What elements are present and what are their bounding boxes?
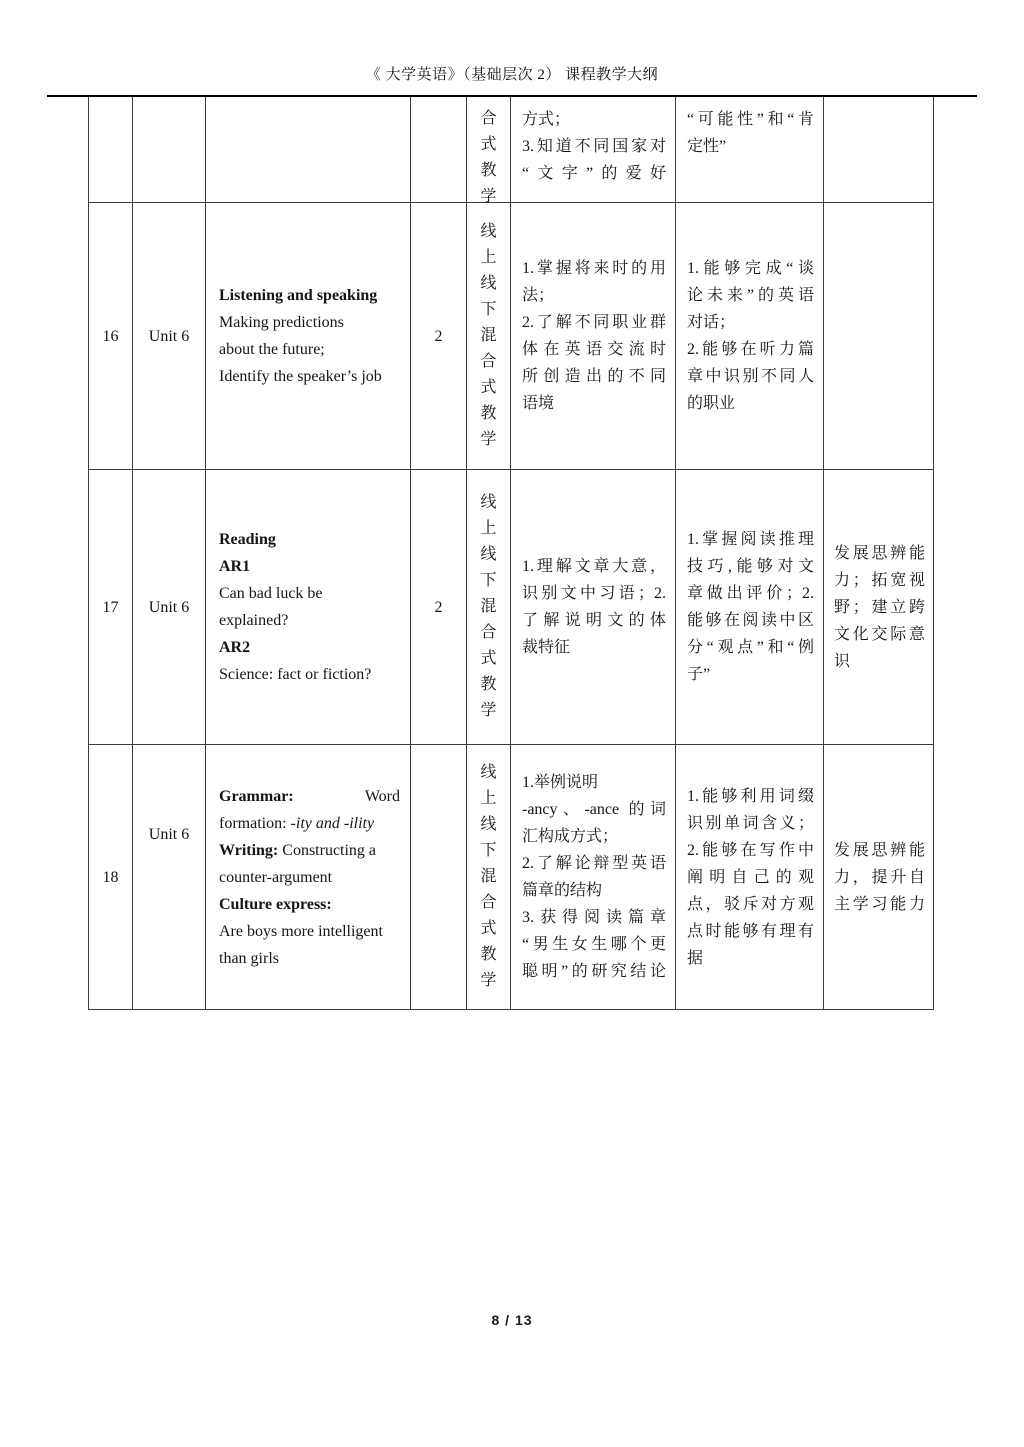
- vertical-char: 线: [480, 275, 497, 292]
- text-line: [219, 945, 400, 972]
- text-line: [219, 783, 400, 810]
- text-line: -ancy、-ance 的词: [522, 801, 666, 818]
- text-segment: Making predictions: [219, 314, 344, 331]
- text-segment: Reading: [219, 531, 276, 548]
- text-line: [219, 526, 400, 553]
- teaching-mode-cell: [467, 203, 511, 469]
- unit-cell: Unit 6: [133, 745, 206, 1009]
- text-segment: Science: fact or fiction?: [219, 666, 372, 683]
- text-line: 主学习能力: [834, 895, 925, 913]
- text-line: “男生女生哪个更: [522, 936, 666, 953]
- text-line: “可能性”和“肯: [687, 111, 814, 128]
- text-line: [219, 661, 400, 688]
- text-line: 2.能够在写作中: [687, 841, 814, 859]
- vertical-char: 合: [480, 894, 497, 911]
- text-line: [219, 607, 400, 634]
- vertical-char: 线: [480, 816, 497, 833]
- text-line: [219, 309, 400, 336]
- text-line: 识别单词含义；: [687, 814, 814, 832]
- vertical-char: 教: [480, 405, 497, 422]
- vertical-char: 混: [480, 868, 497, 885]
- text-line: [219, 553, 400, 580]
- requirements-cell: [511, 203, 676, 469]
- text-line: 体在英语交流时: [522, 341, 666, 358]
- table-row: [89, 203, 934, 470]
- text-line: 技巧,能够对文: [687, 558, 814, 575]
- content-cell: [206, 470, 411, 744]
- vertical-char: 上: [480, 520, 497, 537]
- text-line: 力，提升自: [834, 868, 925, 886]
- vertical-char: 混: [480, 327, 497, 344]
- text-line: 汇构成方式；: [522, 828, 619, 845]
- text-segment: explained?: [219, 612, 289, 629]
- text-line: 了解说明文的体: [522, 612, 666, 629]
- text-line: 据: [687, 949, 704, 967]
- unit-cell: [133, 97, 206, 202]
- text-line: 篇章的结构: [522, 882, 603, 899]
- ability-cell: [676, 470, 824, 744]
- vertical-char: 学: [480, 431, 497, 448]
- hours-cell: [411, 97, 467, 202]
- row-num-cell: 16: [89, 203, 133, 469]
- vertical-char: 教: [480, 162, 497, 179]
- text-segment: Can bad luck be: [219, 585, 323, 602]
- quality-cell: [824, 470, 934, 744]
- vertical-char: 线: [480, 764, 497, 781]
- unit-cell: Unit 6: [133, 470, 206, 744]
- vertical-char: 线: [480, 546, 497, 563]
- text-segment: Culture express:: [219, 895, 332, 913]
- text-line: 的职业: [687, 395, 736, 412]
- content-cell: [206, 203, 411, 469]
- text-line: 对话；: [687, 314, 736, 331]
- text-segment: Identify the speaker’s job: [219, 368, 382, 385]
- vertical-char: 混: [480, 598, 497, 615]
- text-line: 文化交际意: [834, 625, 925, 643]
- text-line: 法；: [522, 287, 555, 304]
- text-segment: formation:: [219, 814, 291, 832]
- text-line: 分“观点”和“例: [687, 639, 814, 656]
- text-line: [219, 864, 400, 891]
- vertical-char: 合: [480, 624, 497, 641]
- quality-cell: [824, 203, 934, 469]
- text-line: 3.知道不同国家对: [522, 138, 666, 155]
- text-segment: than girls: [219, 949, 279, 967]
- text-line: 子”: [687, 666, 711, 683]
- requirements-cell: [511, 97, 676, 202]
- vertical-char: 合: [480, 353, 497, 370]
- vertical-char: 线: [480, 494, 497, 511]
- text-line: 力；拓宽视: [834, 571, 925, 589]
- text-line: 裁特征: [522, 639, 571, 656]
- text-line: 1.理解文章大意，: [522, 558, 666, 575]
- vertical-char: 上: [480, 249, 497, 266]
- vertical-char: 教: [480, 676, 497, 693]
- text-segment: about the future;: [219, 341, 325, 358]
- vertical-char: 线: [480, 223, 497, 240]
- syllabus-table: [88, 97, 934, 1010]
- text-line: 发展思辨能: [834, 841, 925, 859]
- text-line: 1.能够利用词缀: [687, 787, 814, 805]
- text-line: 2.了解不同职业群: [522, 314, 666, 331]
- text-segment: counter-argument: [219, 868, 333, 886]
- text-line: 所创造出的不同: [522, 368, 666, 385]
- requirements-cell: [511, 470, 676, 744]
- text-segment: Word: [364, 787, 400, 805]
- vertical-char: 上: [480, 790, 497, 807]
- text-segment: AR1: [219, 558, 251, 575]
- text-line: 聪明”的研究结论: [522, 963, 666, 980]
- text-line: [219, 580, 400, 607]
- vertical-char: 下: [480, 572, 497, 589]
- text-line: 识: [834, 652, 851, 670]
- page-title: 《 大学英语》（基础层次 2） 课程教学大纲: [365, 67, 659, 83]
- vertical-char: 式: [480, 136, 497, 153]
- text-line: 1.举例说明: [522, 774, 599, 791]
- content-cell: [206, 745, 411, 1009]
- row-num-cell: 17: [89, 470, 133, 744]
- teaching-mode-cell: [467, 745, 511, 1009]
- text-line: [219, 363, 400, 390]
- text-line: 阐明自己的观: [687, 868, 814, 886]
- table-row: [89, 470, 934, 745]
- unit-cell: Unit 6: [133, 203, 206, 469]
- hours-cell: 2: [411, 203, 467, 469]
- hours-cell: 2: [411, 470, 467, 744]
- text-line: “文字”的爱好: [522, 165, 666, 182]
- text-line: 2.了解论辩型英语: [522, 855, 666, 872]
- ability-cell: [676, 203, 824, 469]
- text-line: 点，驳斥对方观: [687, 895, 814, 913]
- vertical-char: 合: [480, 110, 497, 127]
- text-line: 能够在阅读中区: [687, 612, 814, 629]
- teaching-mode-cell: [467, 97, 511, 202]
- text-line: [219, 634, 400, 661]
- content-cell: [206, 97, 411, 202]
- text-line: 章中识别不同人: [687, 368, 814, 385]
- vertical-char: 教: [480, 946, 497, 963]
- ability-cell: [676, 97, 824, 202]
- text-line: 方式；: [522, 111, 571, 128]
- text-line: 章做出评价；2.: [687, 585, 814, 602]
- text-line: 野；建立跨: [834, 598, 925, 616]
- vertical-char: 学: [480, 972, 497, 989]
- text-segment: Grammar:: [219, 787, 294, 805]
- page-number: 8 / 13: [491, 1312, 533, 1328]
- hours-cell: [411, 745, 467, 1009]
- requirements-cell: [511, 745, 676, 1009]
- text-line: 3.获得阅读篇章: [522, 909, 666, 926]
- text-segment: -ity and -ility: [290, 814, 375, 832]
- text-segment: AR2: [219, 639, 251, 656]
- text-segment: Listening and speaking: [219, 287, 378, 304]
- text-line: 论未来”的英语: [687, 287, 814, 304]
- row-num-cell: [89, 97, 133, 202]
- text-line: 定性”: [687, 138, 727, 155]
- vertical-char: 式: [480, 650, 497, 667]
- text-line: [219, 891, 400, 918]
- vertical-char: 学: [480, 188, 497, 202]
- vertical-char: 式: [480, 379, 497, 396]
- text-line: [219, 918, 400, 945]
- text-segment: Constructing a: [278, 841, 377, 859]
- text-line: 1.掌握将来时的用: [522, 260, 666, 277]
- text-line: 点时能够有理有: [687, 922, 814, 940]
- text-line: [219, 282, 400, 309]
- text-segment: Writing:: [219, 841, 279, 859]
- text-line: [219, 837, 400, 864]
- text-line: [219, 810, 400, 837]
- vertical-char: 下: [480, 842, 497, 859]
- teaching-mode-cell: [467, 470, 511, 744]
- vertical-char: 学: [480, 702, 497, 719]
- vertical-char: 式: [480, 920, 497, 937]
- text-line: 语境: [522, 395, 555, 412]
- text-line: 1.能够完成“谈: [687, 260, 814, 277]
- table-row: [89, 745, 934, 1010]
- text-line: 识别文中习语；2.: [522, 585, 666, 602]
- text-line: 1.掌握阅读推理: [687, 531, 814, 548]
- quality-cell: [824, 97, 934, 202]
- text-line: [219, 336, 400, 363]
- ability-cell: [676, 745, 824, 1009]
- quality-cell: [824, 745, 934, 1009]
- vertical-char: 下: [480, 301, 497, 318]
- text-segment: Are boys more intelligent: [219, 922, 383, 940]
- text-line: 2.能够在听力篇: [687, 341, 814, 358]
- text-line: 发展思辨能: [834, 544, 925, 562]
- table-row: [89, 97, 934, 203]
- row-num-cell: 18: [89, 745, 133, 1009]
